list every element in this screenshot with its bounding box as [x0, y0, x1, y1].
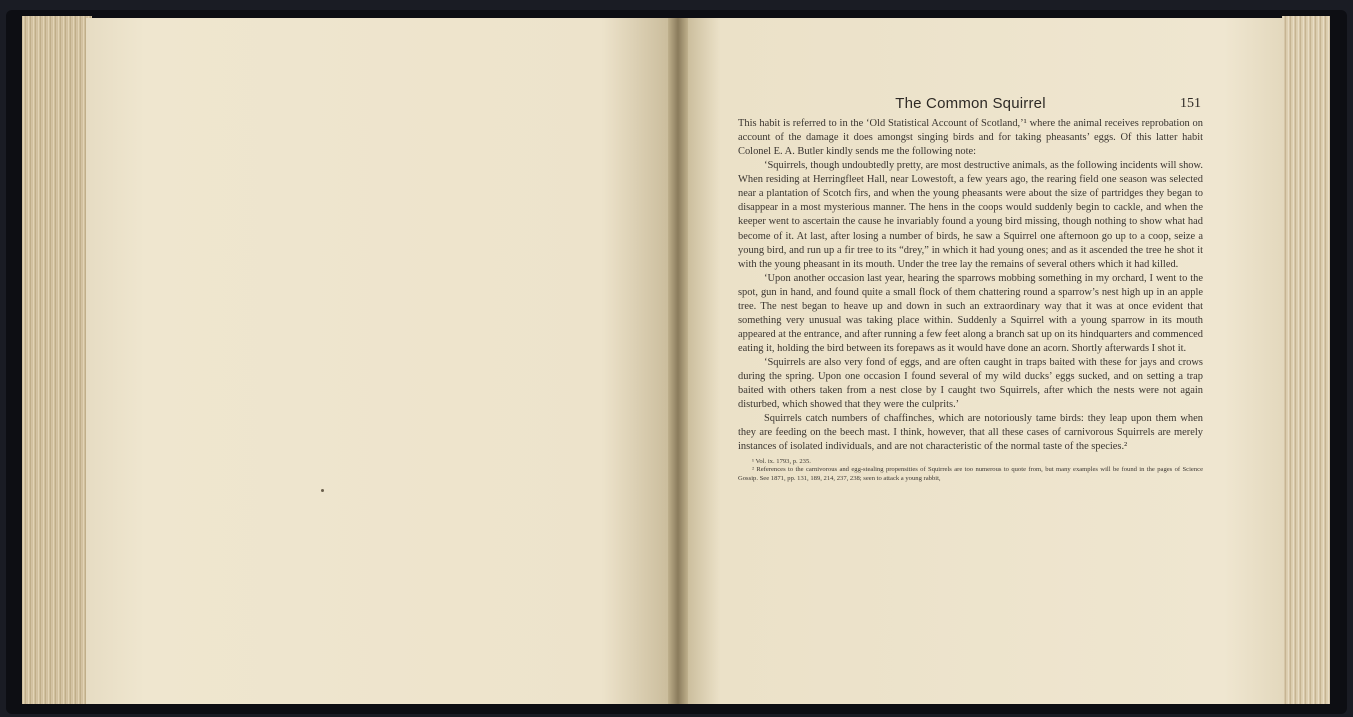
paragraph: Squirrels catch numbers of chaffinches, which are notoriously tame birds: they leap upon them when they are feeding on the beech mast. I think, however, that all these cases of carnivorous Squirrels are merely instances of isolated individuals, and are not characteristic of the normal taste of the species.²	[738, 413, 1203, 453]
page-title: The Common Squirrel	[895, 95, 1046, 112]
book-gutter	[668, 18, 688, 704]
paragraph: ‘Squirrels, though undoubtedly pretty, are most destructive animals, as the following incidents will show. When residing at Herringfleet Hall, near Lowestoft, a few years ago, the rearing field one season was selected near a plantation of Scotch firs, and when the young pheasants were about the size of partridges they began to disappear in a most mysterious manner. The hens in the coops would suddenly begin to cackle, and when the keeper went to ascertain the cause he invariably found a young bird missing, though nothing to show what had become of it. At last, after losing a number of birds, he saw a Squirrel one afternoon go up to a coop, seize a young bird, and run up a fir tree to its “drey,” in which it had young ones; and as it ascended the tree he shot it with the young pheasant in its mouth. Under the tree lay the remains of several others which it had killed.	[738, 160, 1203, 270]
paragraph: ‘Upon another occasion last year, hearing the sparrows mobbing something in my orchard, I went to the spot, gun in hand, and found quite a small flock of them chattering round a sparrow’s nest high up in an apple tree. The nest began to heave up and down in such an extraordinary way that it was at once evident that something very unusual was taking place within. Suddenly a Squirrel with a young sparrow in its mouth appeared at the entrance, and after running a few feet along a branch sat up on its hindquarters and commenced eating it, holding the bird between its forepaws as it would have done an acorn. Shortly afterwards I shot it.	[738, 272, 1203, 354]
page-content	[738, 93, 1203, 483]
paper-speck	[321, 489, 324, 492]
page-number: 151	[1180, 96, 1201, 111]
running-head	[738, 93, 1203, 117]
left-page-edges	[22, 16, 92, 704]
right-page-edges	[1282, 16, 1330, 704]
body-text	[738, 117, 1203, 455]
paragraph: This habit is referred to in the ‘Old Statistical Account of Scotland,’¹ where the animal receives reprobation on account of the damage it does amongst singing birds and for taking pheasants’ eggs. Of this latter habit Colonel E. A. Butler kindly sends me the following note:	[738, 118, 1203, 158]
footnotes	[738, 458, 1203, 484]
footnote: ² References to the carnivorous and egg-stealing propensities of Squirrels are too numerous to quote from, but many examples will be found in the pages of Science Gossip. See 1871, pp. 131, 189, 214, 237, 238; seen to attack a young rabbit,	[738, 466, 1203, 482]
left-blank-page	[86, 18, 672, 704]
paragraph: ‘Squirrels are also very fond of eggs, and are often caught in traps baited with these for jays and crows during the spring. Upon one occasion I found several of my wild ducks’ eggs sucked, and on setting a trap baited with others taken from a nest close by I caught two Squirrels, after which the nests were not again disturbed, which showed that they were the culprits.’	[738, 357, 1203, 411]
footnote: ¹ Vol. ix. 1793, p. 235.	[752, 457, 811, 465]
